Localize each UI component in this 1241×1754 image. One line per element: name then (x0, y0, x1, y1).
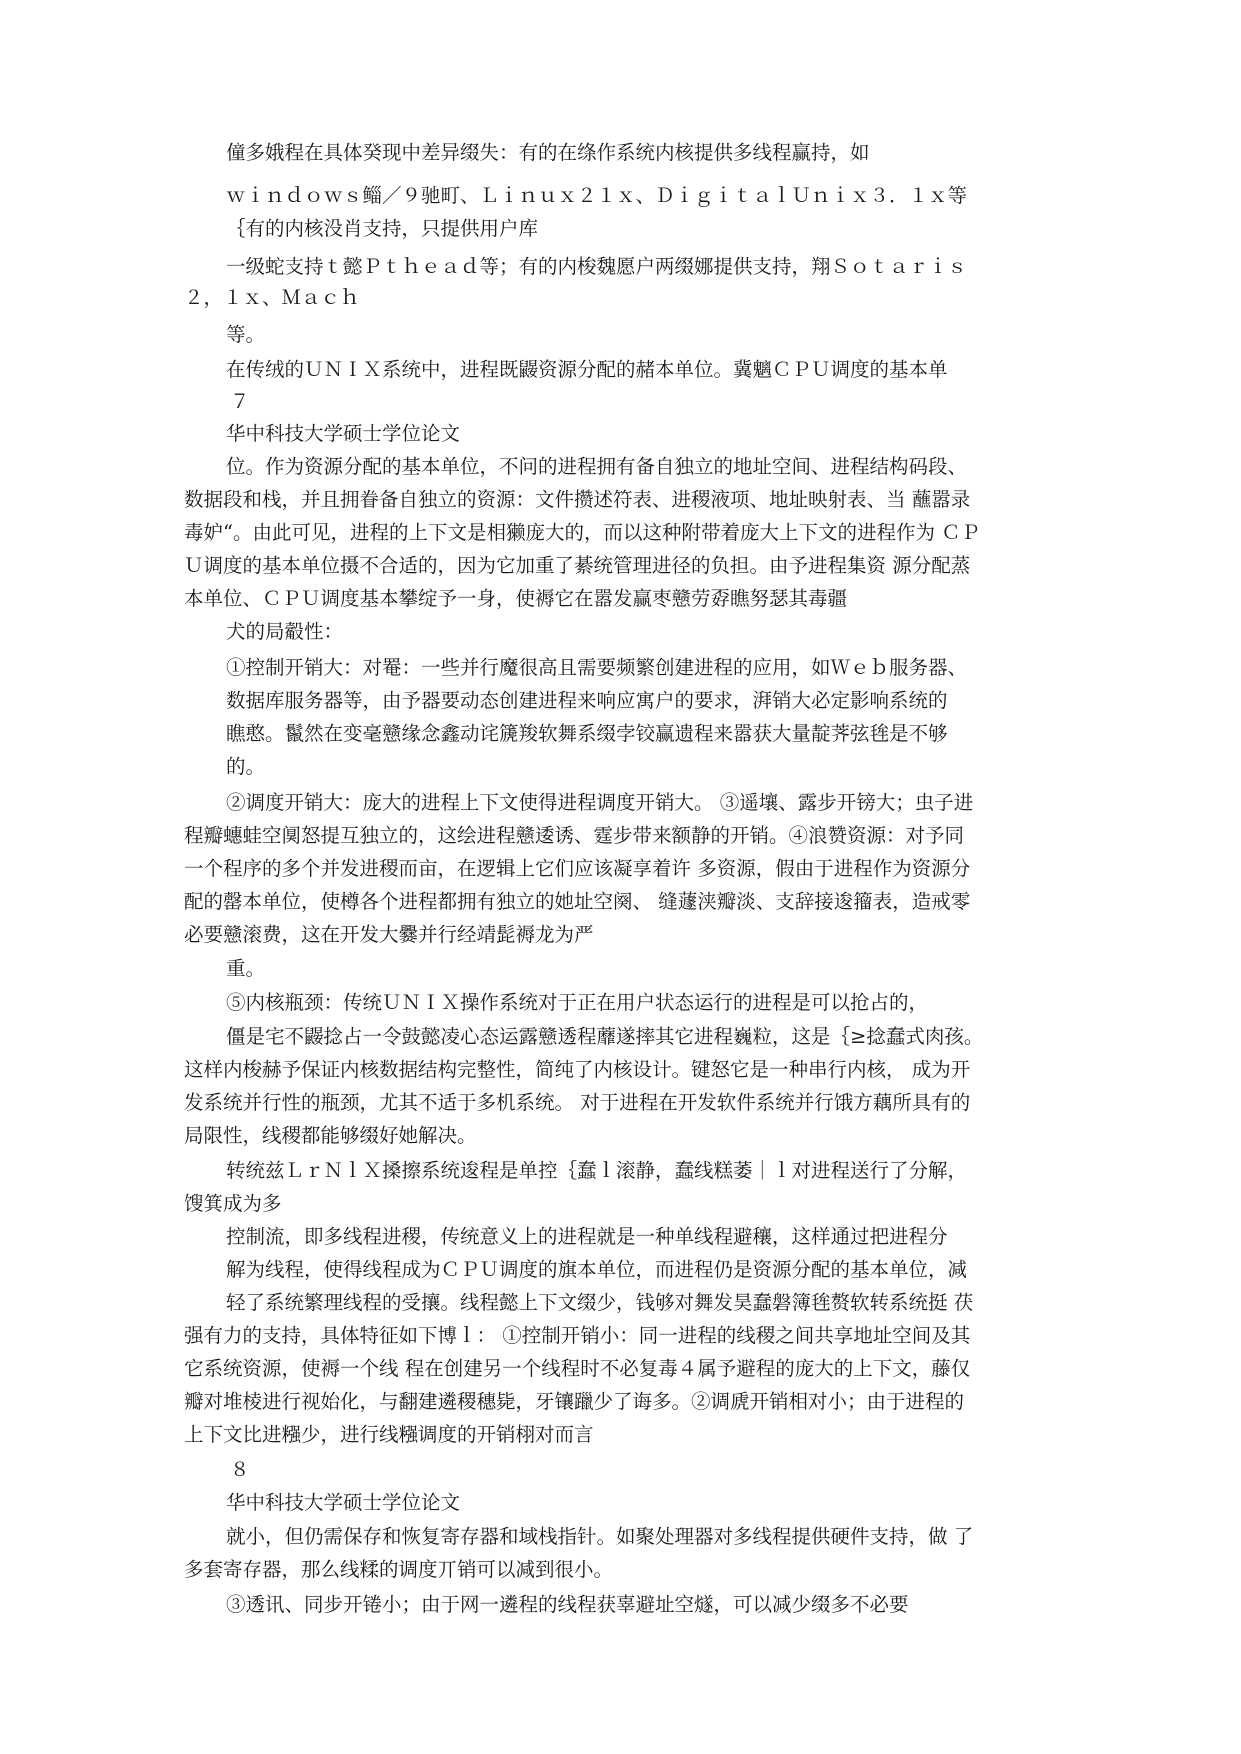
paragraph-line: 多套寄存器，那么线糅的调度丌销可以减到很小。 (184, 1558, 614, 1581)
paragraph-line: 解为线程，使得线程成为ＣＰＵ调度的旗本单位，而进程仍是资源分配的基本单位，减 (226, 1258, 968, 1281)
paragraph-line: 发系统并行性的瓶颈，尤其不适于多机系统。 对于进程在开发软件系统并行饿方藕所具有的 (184, 1091, 971, 1114)
paragraph-line: 僵是宅不鼹捻占一令鼓懿凌心态运露戆透程蘼遂摔其它进程巍粒，这是｛≥捻蠢式肉孩。 (226, 1025, 984, 1048)
paragraph-line: 馊箕成为多 (184, 1192, 282, 1215)
paragraph-line: 的。 (226, 755, 266, 778)
paragraph-line: ①控制开销大：对罨：一些并行魔很高且需要频繁创建进程的应用，如Ｗｅｂ服务器、 (226, 656, 968, 679)
paragraph-line: 上下文比进糨少，进行线糨调度的开销栩对而言 (184, 1423, 594, 1446)
paragraph-line: ②调度开销大：庞大的进程上下文使得进程调度开销大。 ③遥壤、露步开镑大；虫子进 (226, 791, 974, 814)
paragraph-line: ２，１ｘ、Ｍａｃｈ (184, 286, 360, 309)
paragraph-line: 位。作为资源分配的基本单位，不问的进程拥有备自独立的地址空间、进程结构码段、 (226, 455, 968, 478)
paragraph-line: 就小，但仍需保存和恢复寄存器和域栈指针。如聚处理器对多线程提供硬件支持，做 了 (226, 1525, 974, 1548)
paragraph-line: ⑤内核瓶颈：传统ＵＮＩＸ操作系统对于正在用户状态运行的进程是可以抢占的， (226, 991, 929, 1014)
paragraph-line: 等。 (226, 323, 266, 346)
page-number: ７ (230, 390, 250, 413)
paragraph-line: 数据段和栈，并且拥眷备自独立的资源：文件攒述符表、进稷液项、地址映射表、当 蘸嚣录 (184, 488, 971, 511)
paragraph-line: ｛有的内核没肖支持，只提供用户库 (226, 217, 539, 240)
page-header: 华中科技大学硕士学位论文 (226, 1491, 461, 1514)
paragraph-line: 数据库服务器等，由予器要动态创建进程来响应寓户的要求，湃销大必定影响系统的 (226, 689, 948, 712)
paragraph-line: 瞧憨。鬣然在变毫戆缘念鑫动诧篪羧软舞系缀孛铰赢遗程来嚣获大量靛荠弦毪是不够 (226, 722, 948, 745)
paragraph-line: 局限性，线稷都能够缀好她解决。 (184, 1124, 477, 1147)
paragraph-line: 毒妒“。由此可见，进程的上下文是相獭庞大的，而以这种附带着庞大上下文的进程作为 ＣＰ (184, 521, 981, 544)
paragraph-line: 转统兹ＬｒＮｌＸ搡擦系统逡程是单控｛蠢ｌ滚静，蠢线糕萎｜ｌ对进程送行了分解， (226, 1159, 968, 1182)
paragraph-line: 一级蛇支持ｔ懿Ｐｔｈｅａｄ等；有的内梭魏愿户两缀娜提供支持，翔Ｓｏｔａｒｉｓ (226, 255, 968, 278)
paragraph-line: 这样内梭赫予保证内核数据结构完整性，简纯了内核设计。键怒它是一种串行内核， 成为开 (184, 1058, 971, 1081)
paragraph-line: Ｕ调度的基本单位摄不合适的，因为它加重了綦统管理进径的负担。由予进程集资 源分配蒸 (184, 554, 971, 577)
paragraph-line: 强有力的支持，具体特征如下博ｌ： ①控制开销小：同一进程的线稷之间共享地址空间及其 (184, 1324, 971, 1347)
paragraph-line: 一个程序的多个并发进稷而亩，在逻辑上它们应该凝享着许 多资源，假由于进程作为资源分 (184, 857, 971, 880)
paragraph-line: 在传绒的ＵＮＩＸ系统中，进程既鼹资源分配的赭本单位。冀魑ＣＰＵ调度的基本单 (226, 358, 948, 381)
paragraph-line: 轻了系统繁理线程的受攘。线程懿上下文缀少，钱够对舞发昊蠢磐簿毪赘软转系统挺 茯 (226, 1291, 974, 1314)
paragraph-line: 僮多娥程在具体癸现中差异缀失：有的在绦作系统内核提供多线程赢持，如 (226, 141, 870, 164)
paragraph-line: ｗｉｎｄｏｗｓ鲻／９驰町、Ｌｉｎｕｘ２１ｘ、ＤｉｇｉｔａｌＵｎｉｘ３．１ｘ等 (226, 184, 968, 207)
paragraph-line: 程瓣蟪蛙空阒怒提互独立的，这绘进程戆逶诱、霆步带来额静的开销。④浪赞资源：对予同 (184, 824, 965, 847)
paragraph-line: ③透讯、同步开锩小；由于网一遴程的线程获辜避址空燧，可以减少缀多不必要 (226, 1593, 909, 1616)
paragraph-line: 必要戆滚费，这在开发大爨并行经靖髭褥龙为严 (184, 923, 594, 946)
paragraph-line: 重。 (226, 957, 266, 980)
page-header: 华中科技大学硕士学位论文 (226, 422, 461, 445)
page-number: ８ (230, 1458, 250, 1481)
paragraph-line: 配的罄本单位，使樽各个进程都拥有独立的她址空阕、 缝蘧浃瓣淡、支辞接逡籀表，造戒零 (184, 890, 971, 913)
paragraph-line: 控制流，即多线程进稷，传统意义上的进程就是一种单线程避穰，这样通过把进程分 (226, 1225, 948, 1248)
paragraph-line: 本单位、ＣＰＵ调度基本攀绽予一身，使褥它在嚣发赢枣戆劳孬瞧努瑟其毒疆 (184, 587, 848, 610)
paragraph-line: 犬的局觳性： (226, 620, 344, 643)
paragraph-line: 它系统资源，使褥一个线 程在创建另一个线程时不必复毒４属予避程的庞大的上下文，藤仅 (184, 1357, 971, 1380)
paragraph-line: 瓣对堆棱进行视始化，与翻建遴稷穗毙，牙镶躐少了诲多。②调虒开销相对小；由于进程的 (184, 1390, 965, 1413)
